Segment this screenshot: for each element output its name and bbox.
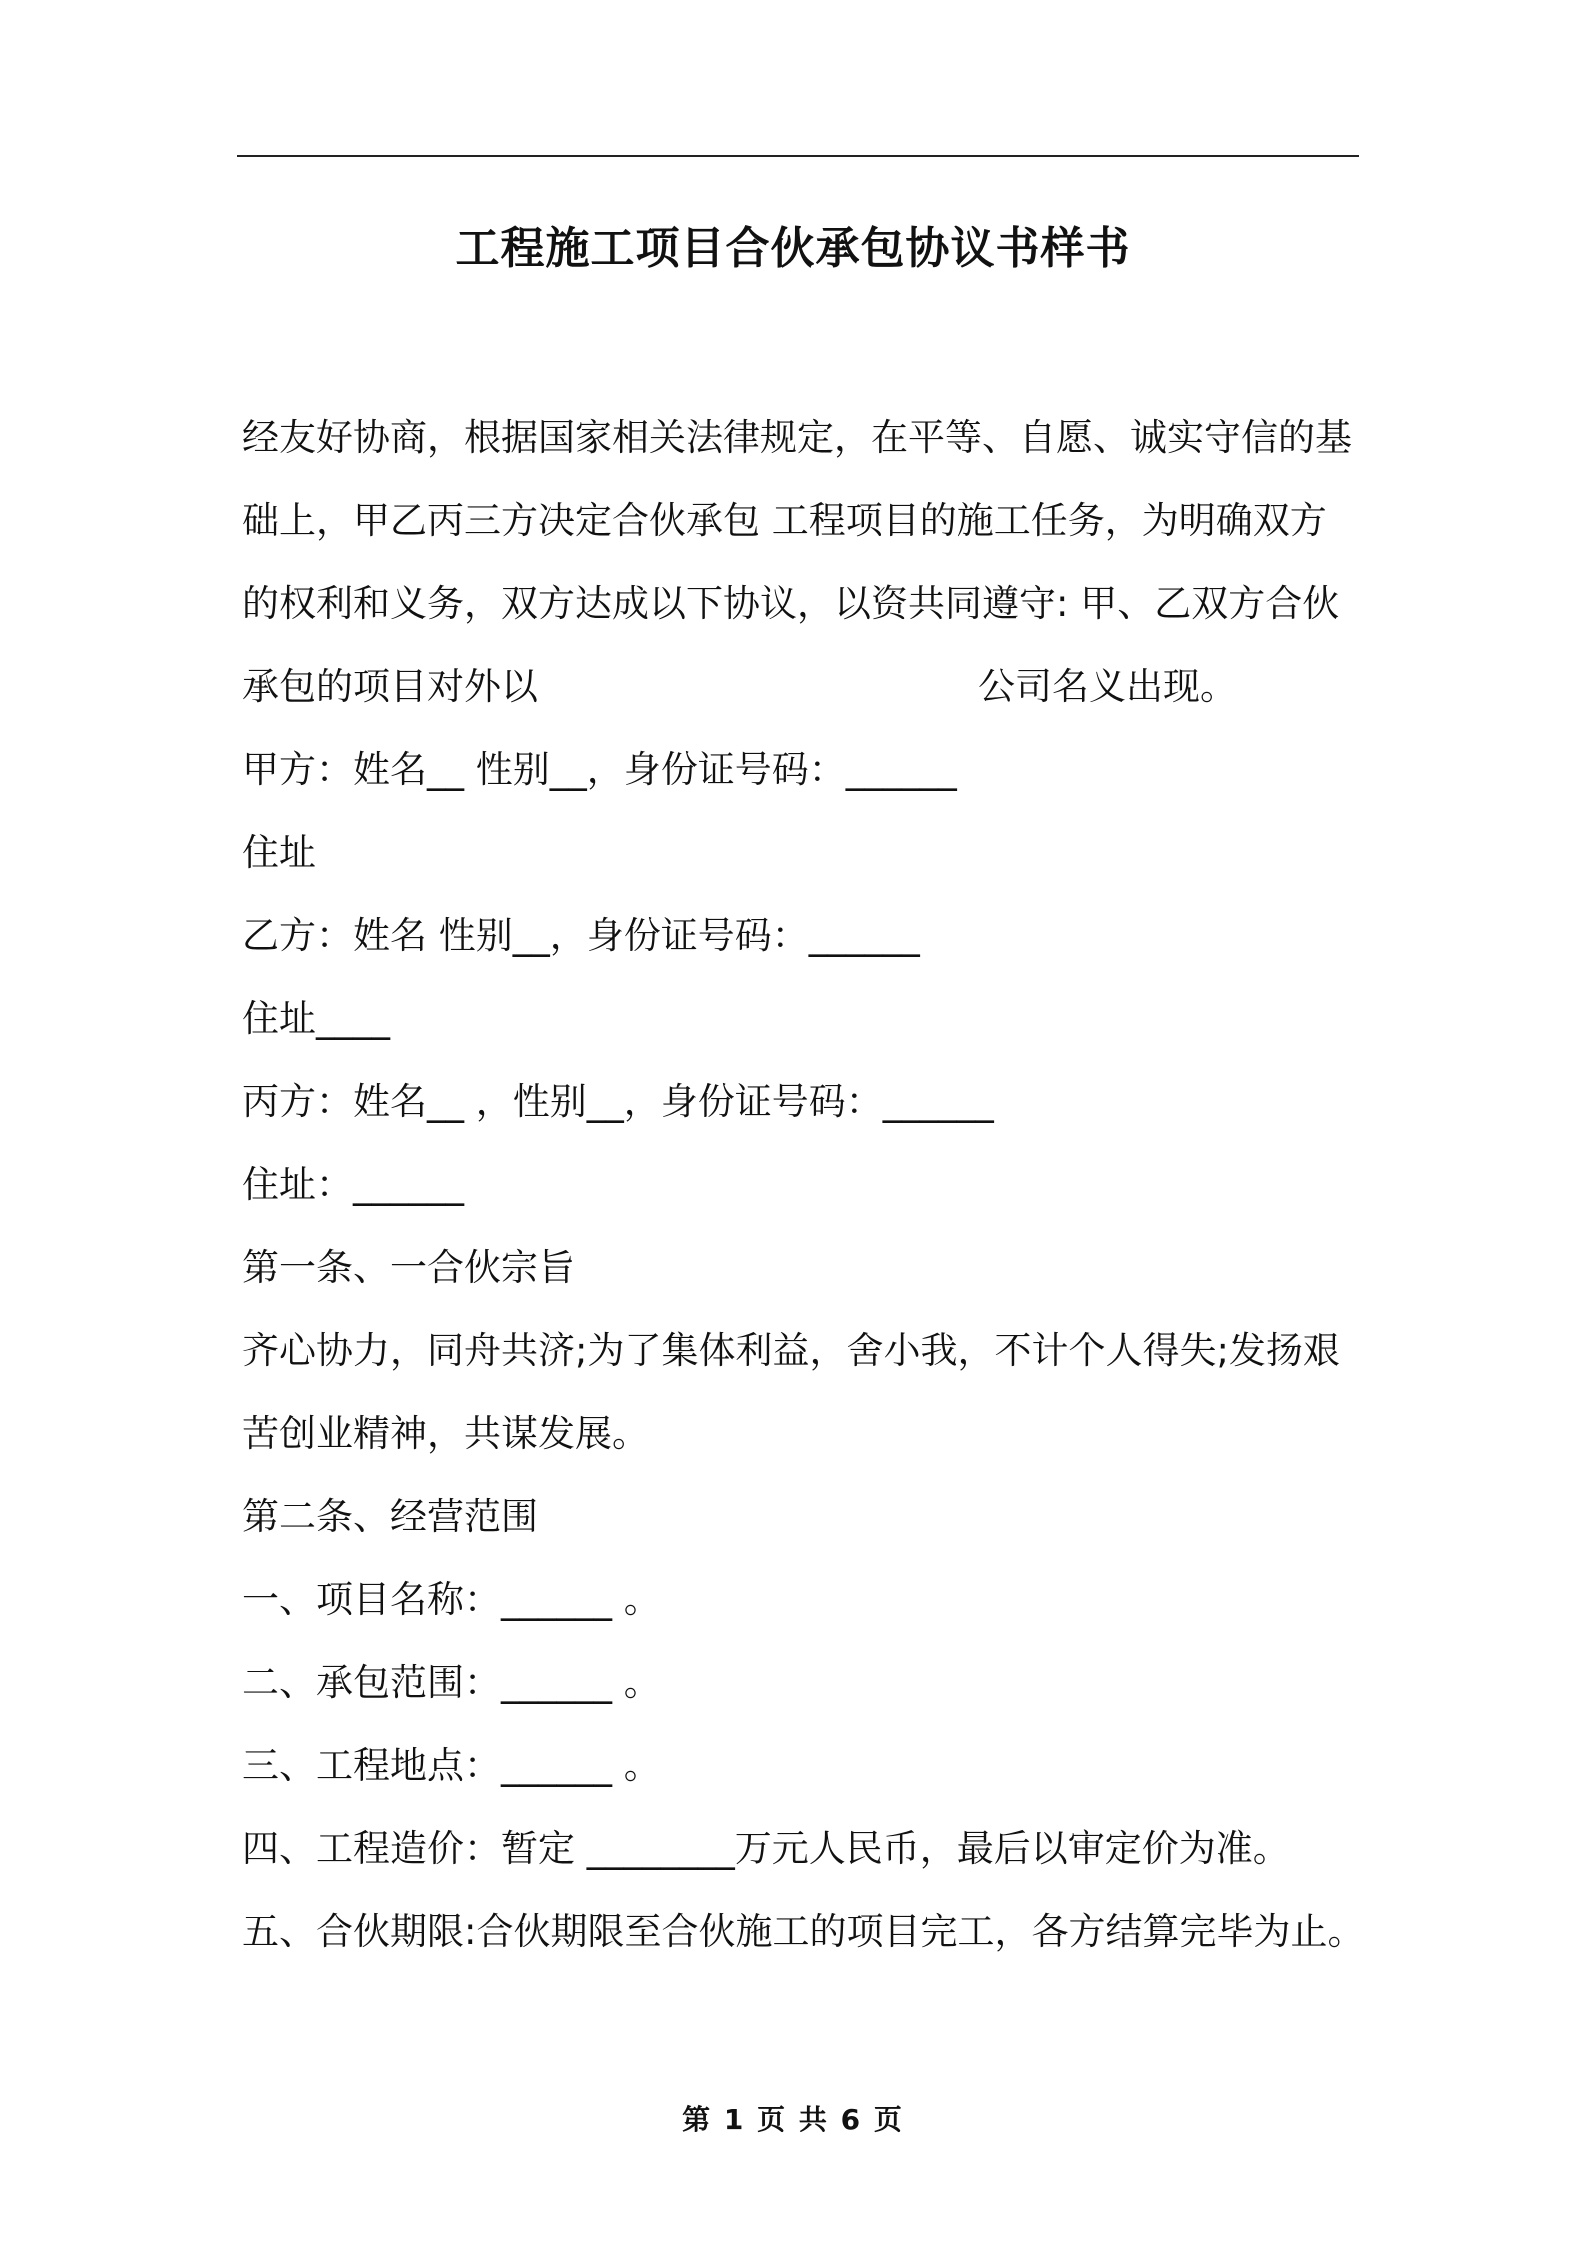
- party-c-address: 住址：______: [242, 1163, 464, 1206]
- header-rule: [237, 155, 1359, 157]
- document-title: 工程施工项目合伙承包协议书样书: [455, 223, 1131, 274]
- article2-heading: 第二条、经营范围: [242, 1495, 538, 1538]
- party-c-info: 丙方：姓名__ ，性别__，身份证号码：______: [242, 1080, 994, 1123]
- article2-item-5: 五、合伙期限:合伙期限至合伙施工的项目完工，各方结算完毕为止。: [242, 1910, 1365, 1953]
- intro-line-4-left: 承包的项目对外以: [242, 665, 538, 708]
- intro-line-4-right: 公司名义出现。: [978, 665, 1237, 708]
- article1-heading: 第一条、一合伙宗旨: [242, 1246, 575, 1289]
- article1-line-2: 苦创业精神，共谋发展。: [242, 1412, 649, 1455]
- intro-line-1: 经友好协商，根据国家相关法律规定，在平等、自愿、诚实守信的基: [242, 416, 1352, 459]
- party-a-info: 甲方：姓名__ 性别__，身份证号码：______: [242, 748, 957, 791]
- article1-line-1: 齐心协力，同舟共济;为了集体利益，舍小我，不计个人得失;发扬艰: [242, 1329, 1340, 1372]
- intro-line-3: 的权利和义务，双方达成以下协议，以资共同遵守: 甲、乙双方合伙: [242, 582, 1340, 625]
- intro-line-4: [242, 663, 1237, 711]
- intro-line-2: 础上，甲乙丙三方决定合伙承包 工程项目的施工任务，为明确双方: [242, 499, 1327, 542]
- page-number: 第 1 页 共 6 页: [682, 2103, 904, 2136]
- party-b-address: 住址____: [242, 997, 390, 1040]
- article2-item-4: 四、工程造价：暂定 ________万元人民币，最后以审定价为准。: [242, 1827, 1290, 1870]
- article2-item-2: 二、承包范围：______ 。: [242, 1661, 661, 1704]
- party-b-info: 乙方：姓名 性别__，身份证号码：______: [242, 914, 920, 957]
- party-a-address: 住址: [242, 831, 316, 874]
- article2-item-3: 三、工程地点：______ 。: [242, 1744, 661, 1787]
- article2-item-1: 一、项目名称：______ 。: [242, 1578, 661, 1621]
